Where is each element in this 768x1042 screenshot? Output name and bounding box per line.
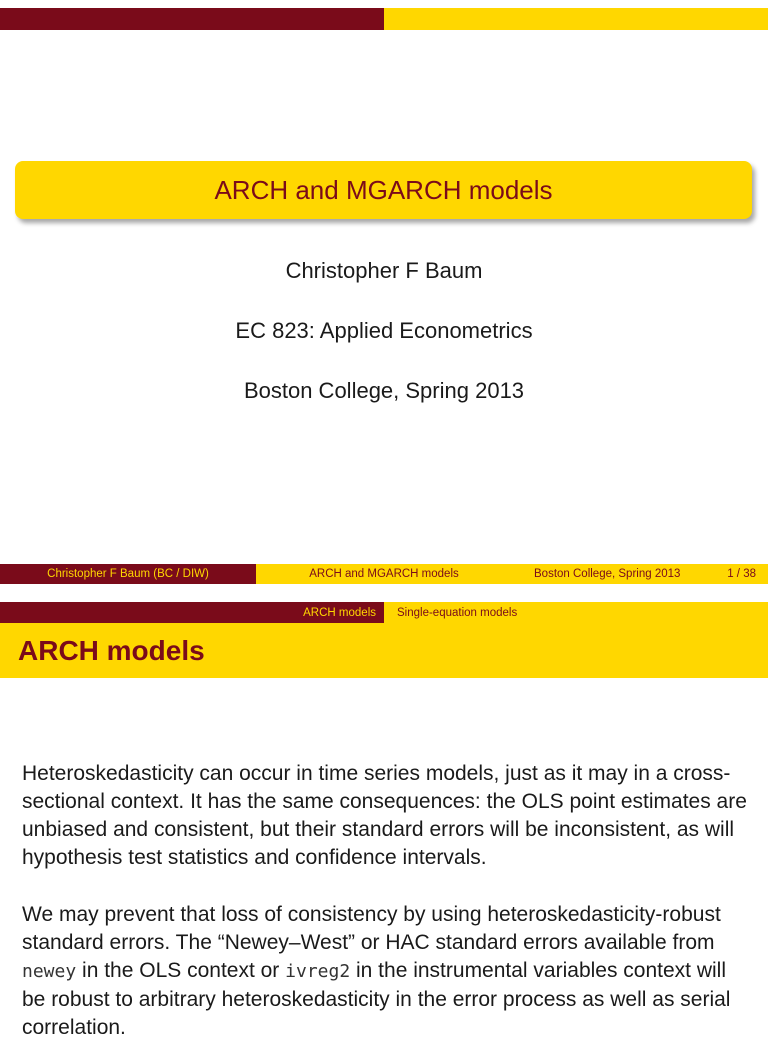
footer-author-text: Christopher F Baum (BC / DIW) xyxy=(47,568,209,580)
frame-title-bar xyxy=(0,623,768,678)
command-newey: newey xyxy=(22,961,77,982)
footer-title xyxy=(256,564,512,584)
frame-title: ARCH models xyxy=(18,634,205,666)
author-name: Christopher F Baum xyxy=(285,258,483,283)
header-bar xyxy=(0,8,768,30)
footer-page-number: 1 / 38 xyxy=(727,568,756,580)
footer-institution-text: Boston College, Spring 2013 xyxy=(534,568,681,580)
institution: Boston College, Spring 2013 xyxy=(243,378,525,403)
header-bar-gold xyxy=(384,8,768,30)
paragraph-1: Heteroskedasticity can occur in time series models, just as it may in a cross-sectional context. It has the same consequences: the OLS point estimates are unbiased and consistent, but their standard errors will be inconsistent, as will hypothesis test statistics and confidence intervals. xyxy=(22,762,747,869)
slide-title: ARCH and MGARCH models xyxy=(214,174,553,205)
nav-section-label: ARCH models xyxy=(303,606,376,619)
footer-title-text: ARCH and MGARCH models xyxy=(309,568,459,580)
nav-subsection-label: Single-equation models xyxy=(397,606,518,619)
section-nav xyxy=(0,602,768,623)
command-ivreg2: ivreg2 xyxy=(285,961,351,982)
paragraph-2-text-2: in the OLS context or xyxy=(76,959,286,982)
title-box xyxy=(15,161,752,219)
paragraph-2-text-3: in the instrumental variables context will be robust to arbitrary heteroskedasticity in the error process as well as serial correlation. xyxy=(22,959,731,1039)
nav-section[interactable] xyxy=(0,602,384,623)
footer-institution xyxy=(512,564,768,584)
footer-author xyxy=(0,564,256,584)
slide-footer xyxy=(0,564,768,584)
nav-subsection[interactable] xyxy=(384,602,768,623)
course-name: EC 823: Applied Econometrics xyxy=(235,318,533,343)
header-bar-maroon xyxy=(0,8,384,30)
paragraph-2 xyxy=(22,901,752,1042)
paragraph-2-text-1: We may prevent that loss of consistency by using heteroskedasticity-robust standard errors. The “Newey–West” or HAC standard errors available from xyxy=(22,903,721,954)
